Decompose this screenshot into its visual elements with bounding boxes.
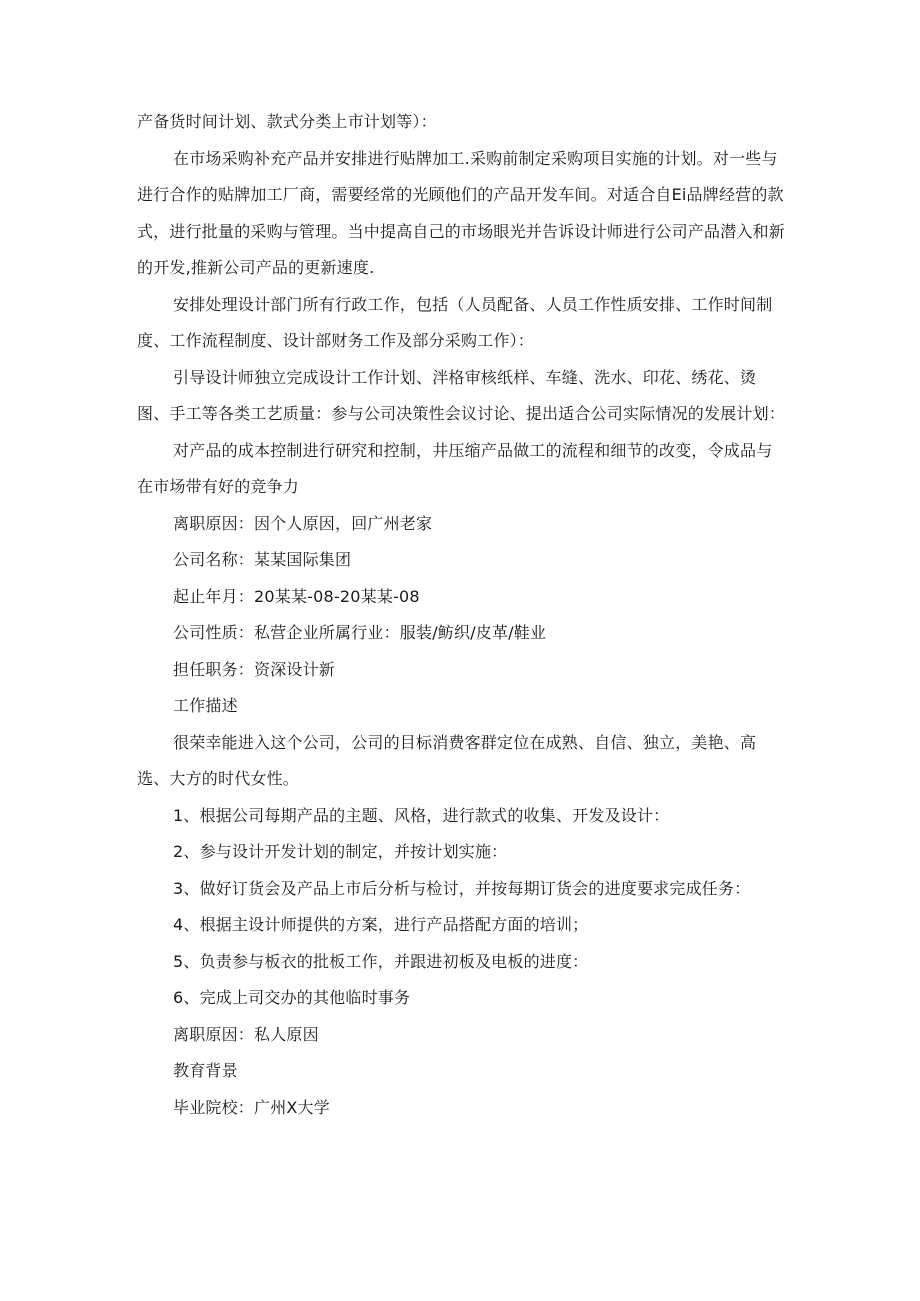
employment-period: 起止年月：20某某-08-20某某-08 xyxy=(173,586,420,606)
paragraph-company-intro: 很荣幸能进入这个公司，公司的目标消费客群定位在成熟、自信、独立，美艳、高选、大方的时代女性。 xyxy=(137,732,757,788)
list-item-4: 4、根据主设计师提供的方案，进行产品搭配方面的培训； xyxy=(173,915,589,934)
paragraph-purchasing: 在市场采购补充产品并安排进行贴牌加工.采购前制定采购项目实施的计划。对一些与进行合作的贴牌加工厂商，需要经常的光顾他们的产品开发车间。对适合自Ei品牌经营的款式，进行批量的采购与管理。当中提高自己的市场眼光并告诉设计师进行公司产品潜入和新的开发,推新公司产品的更新速度. xyxy=(137,148,786,277)
job-title: 担任职务：资深设计新 xyxy=(173,659,336,679)
list-item-2: 2、参与设计开发计划的制定，并按计划实施： xyxy=(173,842,508,861)
section-heading-education: 教育背景 xyxy=(173,1061,238,1080)
company-name: 公司名称：某某国际集团 xyxy=(173,550,352,569)
list-item-3: 3、做好订货会及产品上市后分析与检讨，并按每期订货会的进度要求完成任务： xyxy=(173,878,751,898)
paragraph-admin: 安排处理设计部门所有行政工作，包括（人员配备、人员工作性质安排、工作时间制度、工作流程制度、设计部财务工作及部分采购工作）： xyxy=(137,294,773,350)
company-nature: 公司性质：私营企业所属行业：服装/鲂织/皮革/鞋业 xyxy=(173,623,547,642)
graduate-school: 毕业院校：广州X大学 xyxy=(173,1097,330,1117)
leave-reason-1: 离职原因：因个人原因，回广州老家 xyxy=(173,513,433,533)
leave-reason-2: 离职原因：私人原因 xyxy=(173,1024,319,1044)
section-heading-work-description: 工作描述 xyxy=(173,696,238,715)
paragraph-guidance: 引导设计师独立完成设计工作计划、泮格审核纸样、车缝、洗水、印花、绣花、烫图、手工等各类工艺质量：参与公司决策性会议讨论、提出适合公司实际情况的发展计划： xyxy=(137,367,786,423)
paragraph-cost-control: 对产品的成本控制进行研究和控制，井压缩产品做工的流程和细节的改变，令成品与在市场带有好的竞争力 xyxy=(137,440,773,496)
paragraph-continuation: 产备货时间计划、款式分类上市计划等）： xyxy=(137,112,437,131)
list-item-1: 1、根据公司每期产品的主题、风格，进行款式的收集、开发及设计： xyxy=(173,805,670,825)
list-item-5: 5、负责参与板衣的批板工作，并跟进初板及电板的进度： xyxy=(173,951,589,971)
list-item-6: 6、完成上司交办的其他临时事务 xyxy=(173,988,411,1007)
document-body xyxy=(137,104,787,1126)
